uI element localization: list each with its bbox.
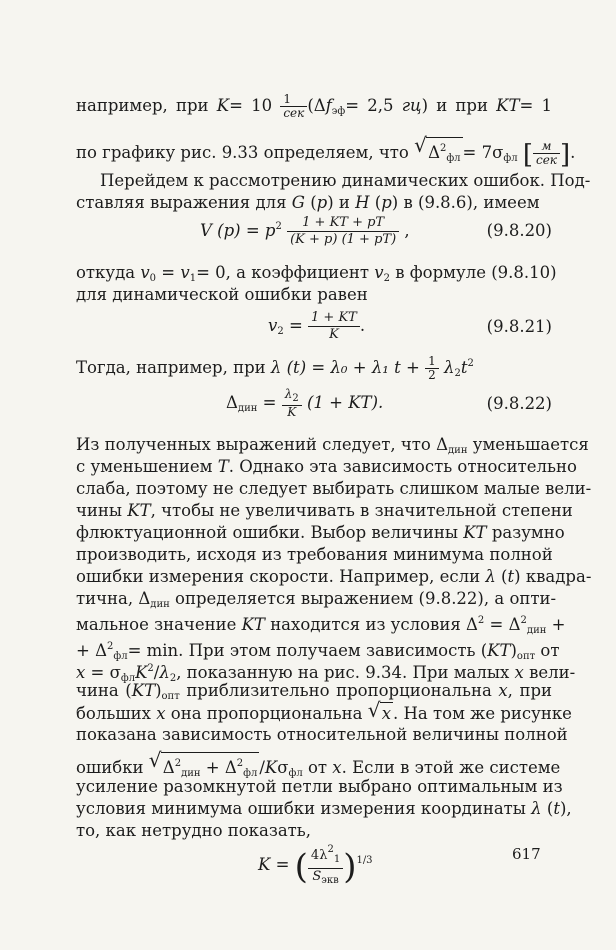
text-line: ставляя выражения для G (p) и H (p) в (9.8.6), имеем [76, 193, 540, 212]
text-line: чины KT, чтобы не увеличивать в значительной степени [76, 501, 573, 520]
text-line: $x = \sigma_{фл}K^2/\lambda_2$, показанную на рис. 9.34. При малых x вели- [76, 663, 576, 684]
text-line: откуда $v_0 = v_1= 0$, а коэффициент $v_2$ в формуле (9.8.10) [76, 263, 557, 284]
text-line: флюктуационной ошибки. Выбор величины KT разумно [76, 523, 565, 542]
text-line: ошибки √ $\Delta^2_{дин} + \Delta^2_{фл}$ $/K\sigma_{фл}$ от x. Если в этой же системе [76, 752, 552, 785]
text-line: + $\Delta^2_{фл}= \min$. При этом получаем зависимость $(KT)_{опт}$ от [76, 641, 560, 662]
text-line: мальное значение KT находится из условия $\Delta^2 = \Delta^2_{дин}$ + [76, 615, 566, 636]
text-line: слаба, поэтому не следует выбирать слишком малые вели- [76, 479, 592, 498]
text-line: то, как нетрудно показать, [76, 821, 312, 840]
text-line: усиление разомкнутой петли выбрано оптимальным из [76, 777, 563, 796]
text-line: ошибки измерения скорости. Например, если λ (t) квадра- [76, 567, 592, 586]
text-line: для динамической ошибки равен [76, 285, 368, 304]
equation-gain-k: K = ( $\frac{4\lambda^2_1}{S_{экв}}$ )$^{1/3}$ [258, 844, 373, 887]
equation-number: (9.8.22) [486, 394, 552, 413]
text-line: Перейдем к рассмотрению динамических ошибок. Под- [100, 171, 591, 190]
equation-9-8-20: V $(p) = p^2$ $\frac{1 + KT + pT}{(K + p) (1 + pT)}$ , [200, 215, 410, 247]
text-line: например, при K= 10 $\frac{1}{\text{сек}}$ ($\Delta f_{эф}= 2,5$ гц) и при KT= 1 [76, 92, 553, 120]
equation-9-8-21: $v_2$ = $\frac{1 + KT}{K}$ . [268, 310, 366, 342]
equation-number: (9.8.21) [486, 317, 552, 336]
text-line: с уменьшением T. Однако эта зависимость относительно [76, 457, 577, 476]
text-line: условия минимума ошибки измерения координаты λ (t), [76, 799, 572, 818]
text-line: Из полученных выражений следует, что $\Delta_{дин}$ уменьшается [76, 435, 589, 456]
text-line: Тогда, например, при λ (t) = λ₀ + λ₁ t + $\frac{1}{2}$ $\lambda_2t^2$ [76, 354, 474, 382]
equation-number: (9.8.20) [486, 221, 552, 240]
text-line: по графику рис. 9.33 определяем, что √ $\Delta^2_{фл} = 7\sigma_{фл}$ [ $\frac{м}{\text{сек}}$ ]. [76, 137, 552, 170]
page-number: 617 [512, 845, 541, 863]
text-line: показана зависимость относительной величины полной [76, 725, 568, 744]
equation-9-8-22: $\Delta_{дин}$ = $\frac{\lambda_2}{K}$ (1 + KT). [226, 387, 384, 419]
text-line: производить, исходя из требования минимума полной [76, 545, 553, 564]
text-line: тична, $\Delta_{дин}$ определяется выражением (9.8.22), а опти- [76, 589, 557, 610]
text-line: больших x она пропорциональна √ x . На том же рисунке [76, 702, 552, 725]
text-line: чина $(KT)_{опт}$ приблизительно пропорциональна x, при [76, 681, 553, 702]
